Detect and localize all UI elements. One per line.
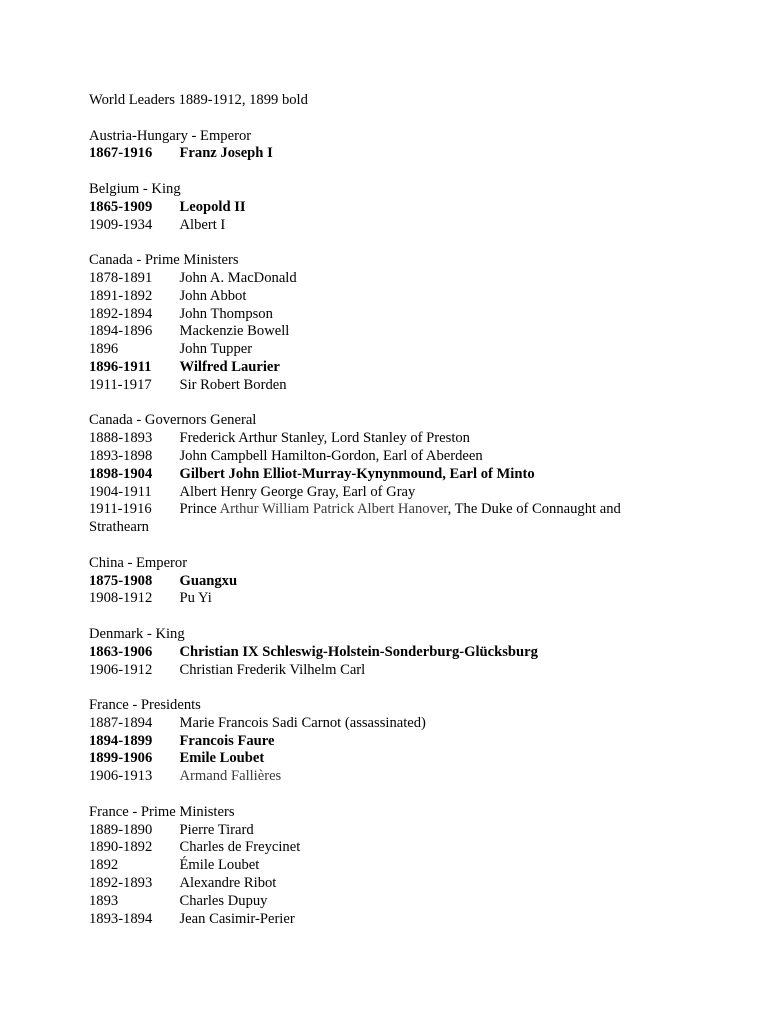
entry-name: John Thompson — [179, 305, 273, 322]
entry-years: 1890-1892 — [89, 839, 153, 856]
blank-line — [89, 679, 669, 697]
leader-entry — [89, 750, 669, 768]
leader-entry — [89, 145, 669, 163]
blank-line — [89, 395, 669, 413]
entry-name: John Abbot — [179, 287, 247, 304]
leader-entry — [89, 501, 669, 519]
section-heading: France - Presidents — [89, 697, 201, 714]
leader-entry — [89, 466, 669, 484]
entry-years: 1899-1906 — [89, 750, 153, 767]
entry-name: Charles Dupuy — [179, 892, 268, 909]
entry-years: 1894-1899 — [89, 732, 153, 749]
leader-entry — [89, 875, 669, 893]
leader-entry — [89, 270, 669, 288]
entry-years: 1911-1917 — [89, 376, 152, 393]
sections-container — [89, 110, 669, 929]
entry-name: Jean Casimir-Perier — [179, 910, 295, 927]
entry-years: 1891-1892 — [89, 287, 153, 304]
entry-years: 1896 — [89, 341, 119, 358]
entry-name: John A. MacDonald — [179, 269, 297, 286]
entry-name: Émile Loubet — [179, 857, 260, 874]
entry-years: 1894-1896 — [89, 323, 153, 340]
entry-years: 1893 — [89, 892, 119, 909]
entry-name: Charles de Freycinet — [179, 839, 301, 856]
entry-years: 1863-1906 — [89, 643, 153, 660]
document-title: World Leaders 1889-1912, 1899 bold — [89, 92, 308, 108]
blank-line — [89, 234, 669, 252]
entry-years: 1875-1908 — [89, 572, 153, 589]
entry-name-suffix: , The Duke of Connaught and — [447, 501, 621, 518]
leader-entry — [89, 199, 669, 217]
leader-entry — [89, 768, 669, 786]
entry-years: 1865-1909 — [89, 198, 153, 215]
leader-entry — [89, 484, 669, 502]
leader-entry — [89, 715, 669, 733]
leader-entry — [89, 662, 669, 680]
leader-entry — [89, 644, 669, 662]
entry-name-highlight: Arthur William Patrick Albert Hanover — [219, 501, 448, 518]
leader-entry — [89, 911, 669, 929]
leader-entry — [89, 893, 669, 911]
entry-name: Frederick Arthur Stanley, Lord Stanley of Preston — [179, 430, 470, 447]
entry-years: 1893-1894 — [89, 910, 153, 927]
entry-name: Christian IX Schleswig-Holstein-Sonderburg-Glücksburg — [179, 643, 538, 660]
entry-name-continuation: Strathearn — [89, 519, 149, 536]
entry-years: 1909-1934 — [89, 216, 153, 233]
entry-name-prefix: Prince — [179, 501, 220, 518]
section-heading: Canada - Governors General — [89, 412, 257, 429]
entry-name: Pu Yi — [179, 590, 212, 607]
leader-entry — [89, 857, 669, 875]
entry-name: Gilbert John Elliot-Murray-Kynynmound, Earl of Minto — [179, 465, 535, 482]
entry-years: 1893-1898 — [89, 447, 153, 464]
entry-name: Pierre Tirard — [179, 821, 254, 838]
entry-name: Sir Robert Borden — [179, 376, 287, 393]
entry-years: 1911-1916 — [89, 501, 152, 518]
leader-entry — [89, 359, 669, 377]
blank-line — [89, 537, 669, 555]
entry-name: Alexandre Ribot — [179, 875, 277, 892]
entry-name: Marie Francois Sadi Carnot (assassinated) — [179, 714, 426, 731]
entry-name: Franz Joseph I — [179, 145, 273, 162]
blank-line — [89, 163, 669, 181]
entry-years: 1908-1912 — [89, 590, 153, 607]
section-heading: Denmark - King — [89, 625, 185, 642]
leader-entry — [89, 590, 669, 608]
leader-entry — [89, 323, 669, 341]
entry-name: Francois Faure — [179, 732, 275, 749]
leader-entry — [89, 573, 669, 591]
section-heading: Canada - Prime Ministers — [89, 252, 239, 269]
blank-line — [89, 608, 669, 626]
blank-line — [89, 786, 669, 804]
leader-entry — [89, 217, 669, 235]
section-heading: China - Emperor — [89, 554, 188, 571]
entry-years: 1889-1890 — [89, 821, 153, 838]
entry-years: 1892 — [89, 857, 119, 874]
leader-entry — [89, 341, 669, 359]
entry-years: 1892-1893 — [89, 875, 153, 892]
entry-years: 1867-1916 — [89, 145, 153, 162]
entry-years: 1892-1894 — [89, 305, 153, 322]
leader-entry — [89, 822, 669, 840]
entry-name: Christian Frederik Vilhelm Carl — [179, 661, 366, 678]
leader-entry — [89, 288, 669, 306]
leader-entry — [89, 733, 669, 751]
entry-years: 1904-1911 — [89, 483, 152, 500]
leader-entry — [89, 306, 669, 324]
entry-years: 1898-1904 — [89, 465, 153, 482]
entry-name: Mackenzie Bowell — [179, 323, 290, 340]
leader-entry — [89, 430, 669, 448]
entry-name: John Campbell Hamilton-Gordon, Earl of Aberdeen — [179, 447, 483, 464]
entry-years: 1906-1912 — [89, 661, 153, 678]
entry-years: 1906-1913 — [89, 768, 153, 785]
entry-name: Guangxu — [179, 572, 238, 589]
entry-name: John Tupper — [179, 341, 253, 358]
entry-years: 1888-1893 — [89, 430, 153, 447]
document-body — [89, 92, 669, 928]
entry-name: Wilfred Laurier — [179, 358, 280, 375]
leader-entry — [89, 448, 669, 466]
entry-name: Leopold II — [179, 198, 246, 215]
entry-name: Armand Fallières — [179, 768, 282, 785]
entry-name: Albert Henry George Gray, Earl of Gray — [179, 483, 416, 500]
entry-years: 1896-1911 — [89, 358, 152, 375]
entry-name: Albert I — [179, 216, 226, 233]
leader-entry — [89, 839, 669, 857]
entry-years: 1887-1894 — [89, 714, 153, 731]
entry-name: Emile Loubet — [179, 750, 265, 767]
section-heading: Austria-Hungary - Emperor — [89, 127, 252, 144]
entry-years: 1878-1891 — [89, 269, 153, 286]
section-heading: France - Prime Ministers — [89, 803, 235, 820]
section-heading: Belgium - King — [89, 180, 181, 197]
leader-entry — [89, 377, 669, 395]
blank-line — [89, 110, 669, 128]
